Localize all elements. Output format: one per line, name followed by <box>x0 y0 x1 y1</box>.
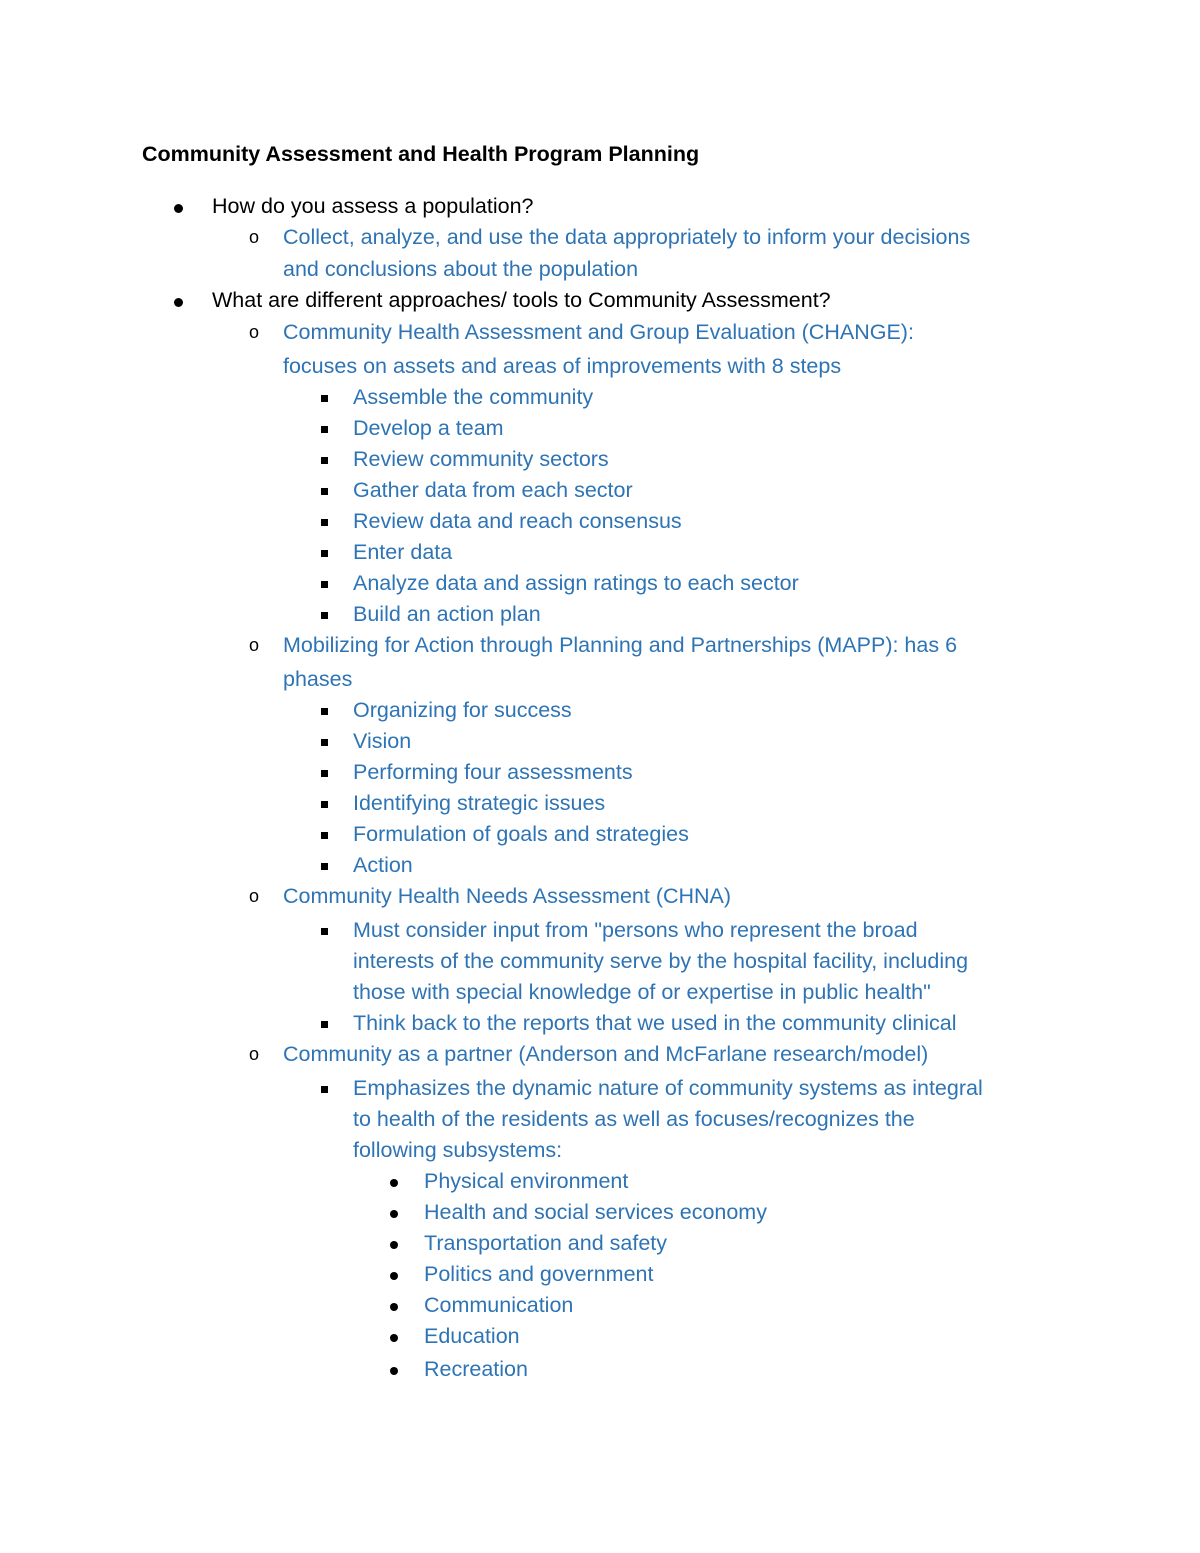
list-item <box>353 568 799 599</box>
subsystem-text: Communication <box>424 1293 574 1317</box>
list-item <box>212 285 831 316</box>
bullet-icon <box>174 204 183 213</box>
square-bullet-icon <box>321 770 328 777</box>
square-bullet-icon <box>321 928 328 935</box>
detail-text: Think back to the reports that we used in the community clinical <box>353 1011 957 1035</box>
list-item <box>353 1008 956 1039</box>
list-item <box>353 695 572 726</box>
square-bullet-icon <box>321 519 328 526</box>
bullet-icon <box>390 1367 398 1375</box>
list-item <box>353 726 411 757</box>
square-bullet-icon <box>321 426 328 433</box>
step-text: Develop a team <box>353 416 504 440</box>
square-bullet-icon <box>321 1021 328 1028</box>
list-item <box>424 1228 667 1259</box>
list-item <box>424 1354 528 1385</box>
step-text: Review data and reach consensus <box>353 509 682 533</box>
detail-text-continued: those with special knowledge of or expertise in public health" <box>353 980 931 1004</box>
bullet-icon <box>390 1179 398 1187</box>
square-bullet-icon <box>321 612 328 619</box>
subsystem-text: Politics and government <box>424 1262 654 1286</box>
approach-text: Community as a partner (Anderson and McFarlane research/model) <box>283 1042 929 1066</box>
step-text: Review community sectors <box>353 447 609 471</box>
list-item <box>424 1321 520 1352</box>
bullet-icon <box>174 298 183 307</box>
list-item <box>353 537 452 568</box>
bullet-icon <box>390 1303 398 1311</box>
list-item <box>212 191 534 222</box>
document-title: Community Assessment and Health Program Planning <box>142 142 700 166</box>
bullet-icon <box>390 1272 398 1280</box>
circle-bullet-icon: o <box>249 322 260 342</box>
square-bullet-icon <box>321 395 328 402</box>
circle-bullet-icon: o <box>249 635 260 655</box>
detail-text: Emphasizes the dynamic nature of community systems as integral <box>353 1076 983 1100</box>
step-text: Analyze data and assign ratings to each sector <box>353 571 799 595</box>
phase-text: Formulation of goals and strategies <box>353 822 689 846</box>
list-item <box>249 1039 929 1070</box>
detail-text-continued: interests of the community serve by the hospital facility, including <box>353 949 969 973</box>
list-item <box>424 1259 653 1290</box>
square-bullet-icon <box>321 550 328 557</box>
square-bullet-icon <box>321 708 328 715</box>
list-item <box>353 850 413 881</box>
list-item <box>353 444 609 475</box>
square-bullet-icon <box>321 832 328 839</box>
circle-bullet-icon: o <box>249 1044 260 1064</box>
list-item <box>353 413 504 444</box>
detail-text: Must consider input from "persons who represent the broad <box>353 918 918 942</box>
detail-text-continued: following subsystems: <box>353 1138 563 1162</box>
approach-text: Community Health Assessment and Group Evaluation (CHANGE): <box>283 320 914 344</box>
list-item <box>353 1073 983 1166</box>
phase-text: Organizing for success <box>353 698 572 722</box>
subsystem-text: Recreation <box>424 1357 528 1381</box>
subsystem-text: Transportation and safety <box>424 1231 668 1255</box>
list-item <box>353 506 682 537</box>
list-item <box>424 1197 767 1228</box>
approach-text-continued: focuses on assets and areas of improvements with 8 steps <box>283 354 842 378</box>
list-item <box>353 757 633 788</box>
list-item <box>249 317 914 382</box>
detail-text-continued: to health of the residents as well as focuses/recognizes the <box>353 1107 915 1131</box>
square-bullet-icon <box>321 739 328 746</box>
approach-text: Mobilizing for Action through Planning and Partnerships (MAPP): has 6 <box>283 633 958 657</box>
list-item <box>353 475 633 506</box>
answer-text: Collect, analyze, and use the data appropriately to inform your decisions <box>283 225 971 249</box>
square-bullet-icon <box>321 1086 328 1093</box>
subsystem-text: Physical environment <box>424 1169 629 1193</box>
square-bullet-icon <box>321 488 328 495</box>
question-text: What are different approaches/ tools to Community Assessment? <box>212 288 831 312</box>
list-item <box>353 915 968 1008</box>
step-text: Enter data <box>353 540 453 564</box>
phase-text: Performing four assessments <box>353 760 633 784</box>
circle-bullet-icon: o <box>249 227 260 247</box>
answer-text-continued: and conclusions about the population <box>283 257 639 281</box>
approach-text-continued: phases <box>283 667 353 691</box>
bullet-icon <box>390 1210 398 1218</box>
step-text: Assemble the community <box>353 385 594 409</box>
bullet-icon <box>390 1241 398 1249</box>
square-bullet-icon <box>321 801 328 808</box>
list-item <box>249 881 732 912</box>
square-bullet-icon <box>321 863 328 870</box>
list-item <box>353 819 689 850</box>
subsystem-text: Health and social services economy <box>424 1200 767 1224</box>
approach-text: Community Health Needs Assessment (CHNA) <box>283 884 732 908</box>
phase-text: Vision <box>353 729 412 753</box>
square-bullet-icon <box>321 581 328 588</box>
step-text: Gather data from each sector <box>353 478 633 502</box>
list-item <box>353 788 605 819</box>
list-item <box>424 1166 628 1197</box>
list-item <box>424 1290 573 1321</box>
list-item <box>249 222 971 285</box>
circle-bullet-icon: o <box>249 886 260 906</box>
square-bullet-icon <box>321 457 328 464</box>
phase-text: Identifying strategic issues <box>353 791 606 815</box>
question-text: How do you assess a population? <box>212 194 534 218</box>
subsystem-text: Education <box>424 1324 520 1348</box>
step-text: Build an action plan <box>353 602 541 626</box>
phase-text: Action <box>353 853 413 877</box>
list-item <box>353 382 593 413</box>
list-item <box>353 599 541 630</box>
list-item <box>249 630 958 695</box>
bullet-icon <box>390 1334 398 1342</box>
